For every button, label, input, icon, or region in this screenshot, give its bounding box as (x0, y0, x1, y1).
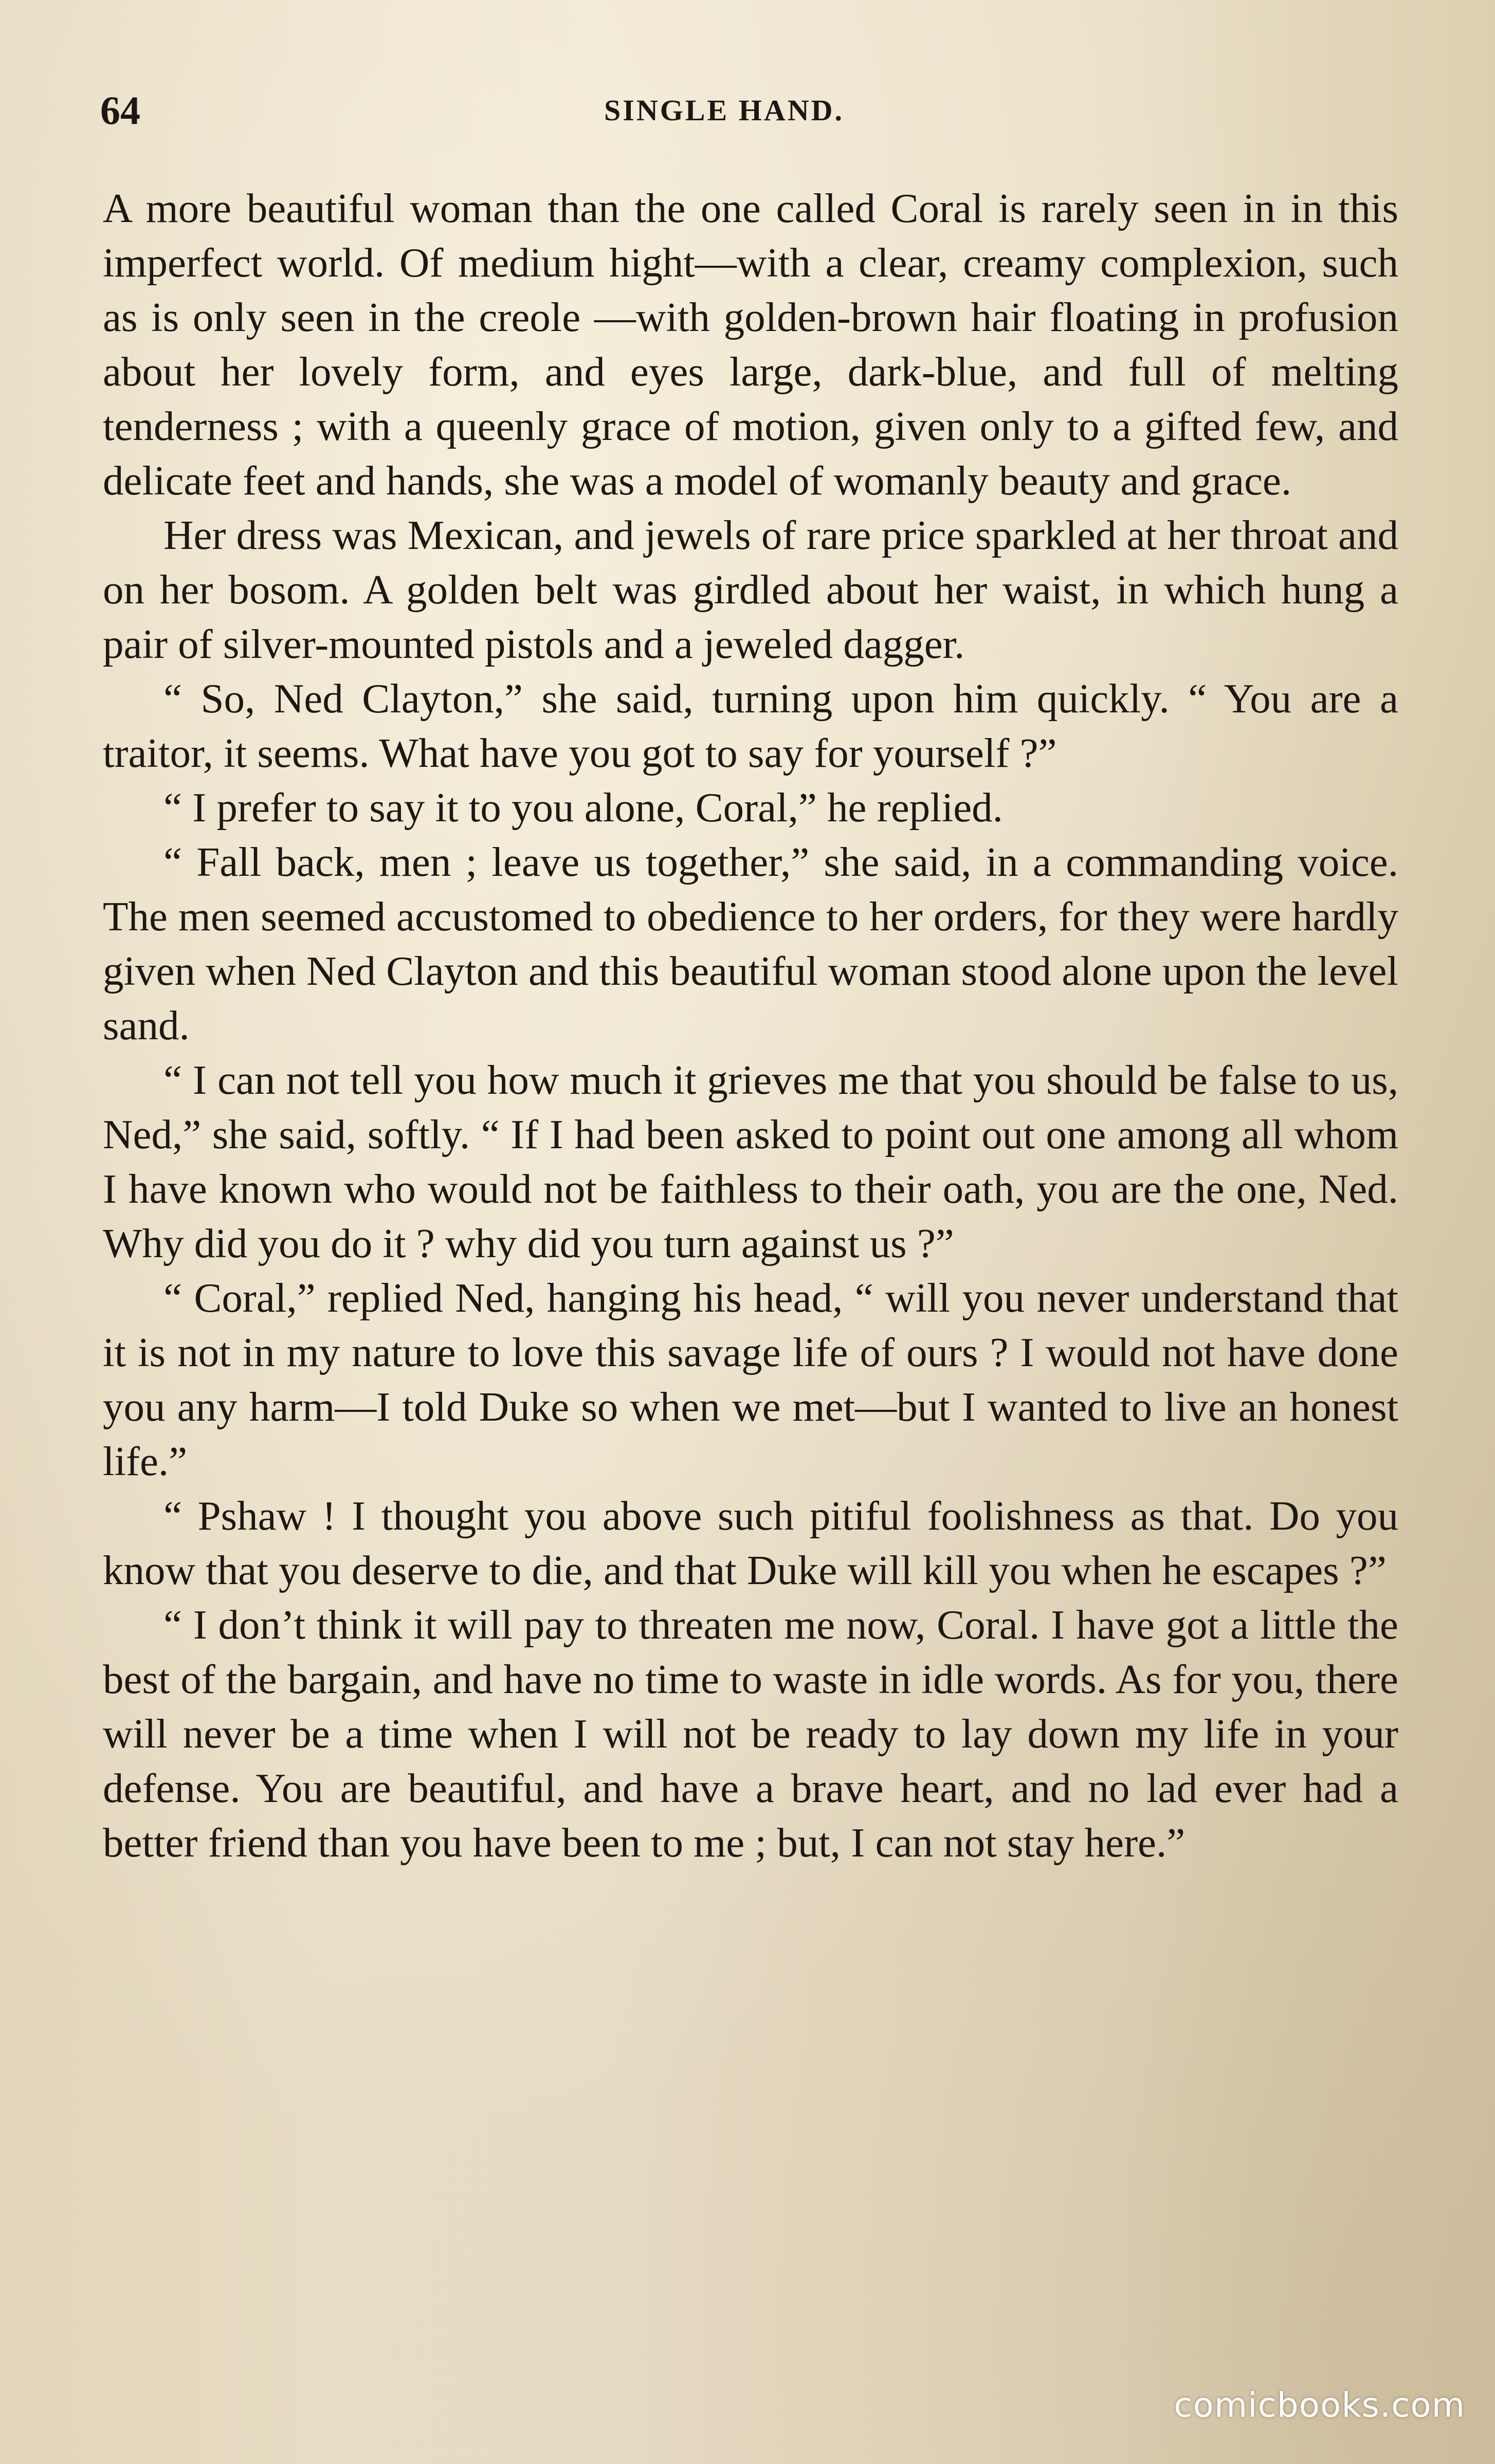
paragraph: “ I don’t think it will pay to threaten me now, Coral. I have got a little the best of the bargain, and have no time to waste in idle words. As for you, there will never be a time when I will not be ready to lay down my life in your defense. You are beautiful, and have a brave heart, and no lad ever had a better friend than you have been to me ; but, I can not stay here.” (103, 1602, 1398, 1866)
page-number: 64 (100, 88, 140, 133)
site-watermark: comicbooks.com (1174, 2385, 1465, 2425)
running-head: SINGLE HAND. (604, 94, 844, 127)
page-header (100, 82, 1396, 139)
paragraph: “ Fall back, men ; leave us together,” she said, in a commanding voice. The men seemed accustomed to obedience to her orders, for they were hardly given when Ned Clayton and this beautiful woman stood alone upon the level sand. (103, 839, 1398, 1049)
paragraph: “ Pshaw ! I thought you above such pitiful foolishness as that. Do you know that you deserve to die, and that Duke will kill you when he escapes ?” (103, 1493, 1398, 1593)
paragraph: “ I can not tell you how much it grieves me that you should be false to us, Ned,” she said, softly. “ If I had been asked to point out one among all whom I have known who would not be faithless to their oath, you are the one, Ned. Why did you do it ? why did you turn against us ?” (103, 1057, 1398, 1266)
paragraph: “ I prefer to say it to you alone, Coral,” he replied. (163, 784, 1003, 831)
paragraph: A more beautiful woman than the one called Coral is rarely seen in in this imperfect world. Of medium hight—with a clear, creamy complexion, such as is only seen in the creole —with golden-brown hair floating in profusion about her lovely form, and eyes large, dark-blue, and full of melting tenderness ; with a queenly grace of motion, given only to a gifted few, and delicate feet and hands, she was a model of womanly beauty and grace. (103, 185, 1398, 504)
paragraph: Her dress was Mexican, and jewels of rare price sparkled at her throat and on her bosom. A golden belt was girdled about her waist, in which hung a pair of silver-mounted pistols and a jeweled dagger. (103, 512, 1398, 667)
paragraph: “ So, Ned Clayton,” she said, turning upon him quickly. “ You are a traitor, it seems. What have you got to say for yourself ?” (103, 675, 1398, 776)
body-text (103, 181, 1398, 1870)
paragraph: “ Coral,” replied Ned, hanging his head, “ will you never understand that it is not in my nature to love this savage life of ours ? I would not have done you any harm—I told Duke so when we met—but I wanted to live an honest life.” (103, 1275, 1398, 1484)
